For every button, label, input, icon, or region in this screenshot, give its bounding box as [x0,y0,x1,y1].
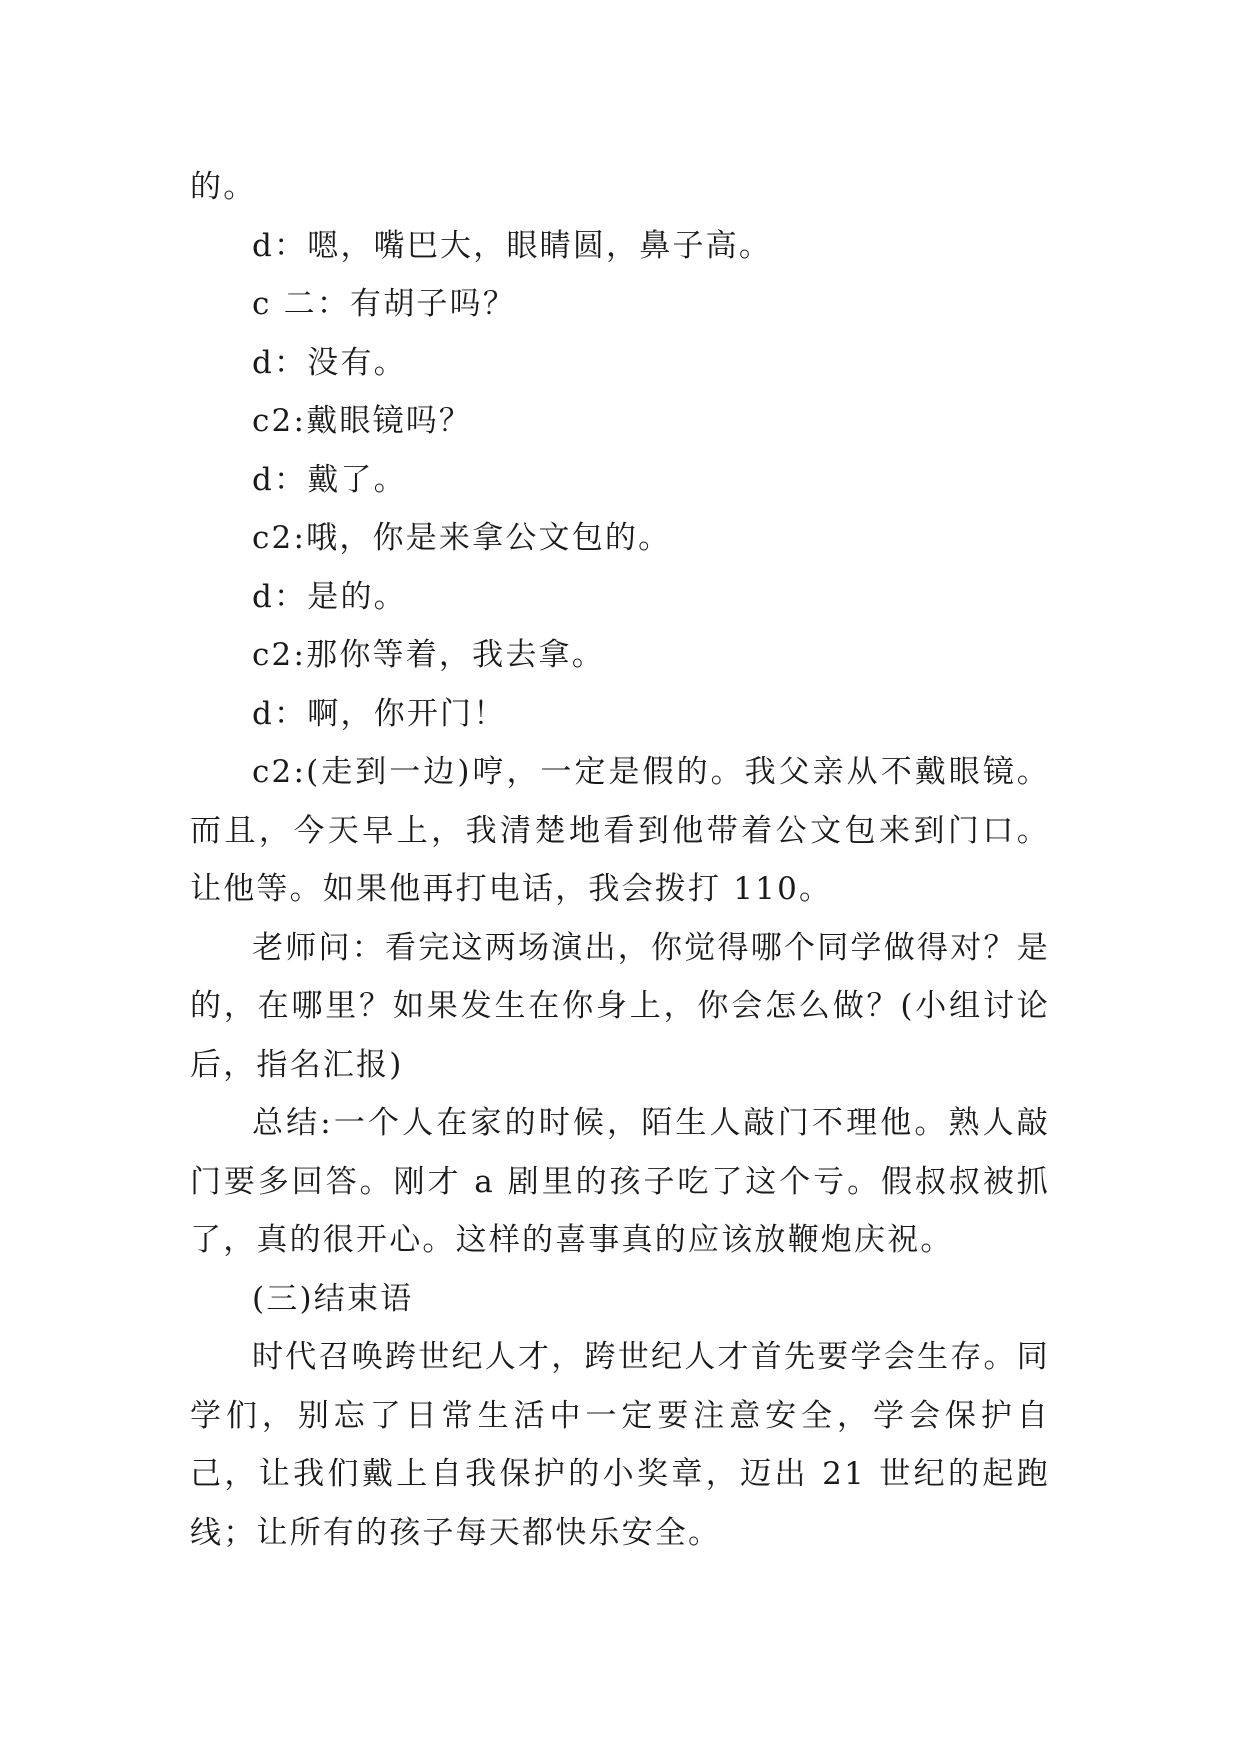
closing-paragraph: 时代召唤跨世纪人才，跨世纪人才首先要学会生存。同学们，别忘了日常生活中一定要注意安全，学会保护自己，让我们戴上自我保护的小奖章，迈出 21 世纪的起跑线；让所有的孩子每天都快乐安全。 [190,1339,1050,1551]
dialogue-line: c 二：有胡子吗？ [252,286,517,322]
paragraph-continuation: 的。 [190,169,257,205]
dialogue-line: c2:(走到一边)哼，一定是假的。我父亲从不戴眼镜。而且，今天早上，我清楚地看到他带着公文包来到门口。让他等。如果他再打电话，我会拨打 110。 [190,754,1050,907]
dialogue-line: d：是的。 [252,578,407,615]
dialogue-line: c2:那你等着，我去拿。 [252,637,605,673]
dialogue-line: d：嗯，嘴巴大，眼睛圆，鼻子高。 [252,227,773,264]
document-body [190,158,1050,1562]
summary-paragraph: 总结:一个人在家的时候，陌生人敲门不理他。熟人敲门要多回答。刚才 a 剧里的孩子吃了这个亏。假叔叔被抓了，真的很开心。这样的喜事真的应该放鞭炮庆祝。 [190,1105,1050,1258]
section-heading: (三)结束语 [252,1280,414,1317]
dialogue-line: d：戴了。 [252,461,407,498]
teacher-question-paragraph: 老师问：看完这两场演出，你觉得哪个同学做得对？是的，在哪里？如果发生在你身上，你会怎么做？(小组讨论后，指名汇报) [190,929,1050,1083]
dialogue-line: d：没有。 [252,344,407,381]
dialogue-line: d：啊，你开门！ [252,695,507,732]
dialogue-line: c2:哦，你是来拿公文包的。 [252,520,672,556]
dialogue-line: c2:戴眼镜吗？ [252,403,473,439]
